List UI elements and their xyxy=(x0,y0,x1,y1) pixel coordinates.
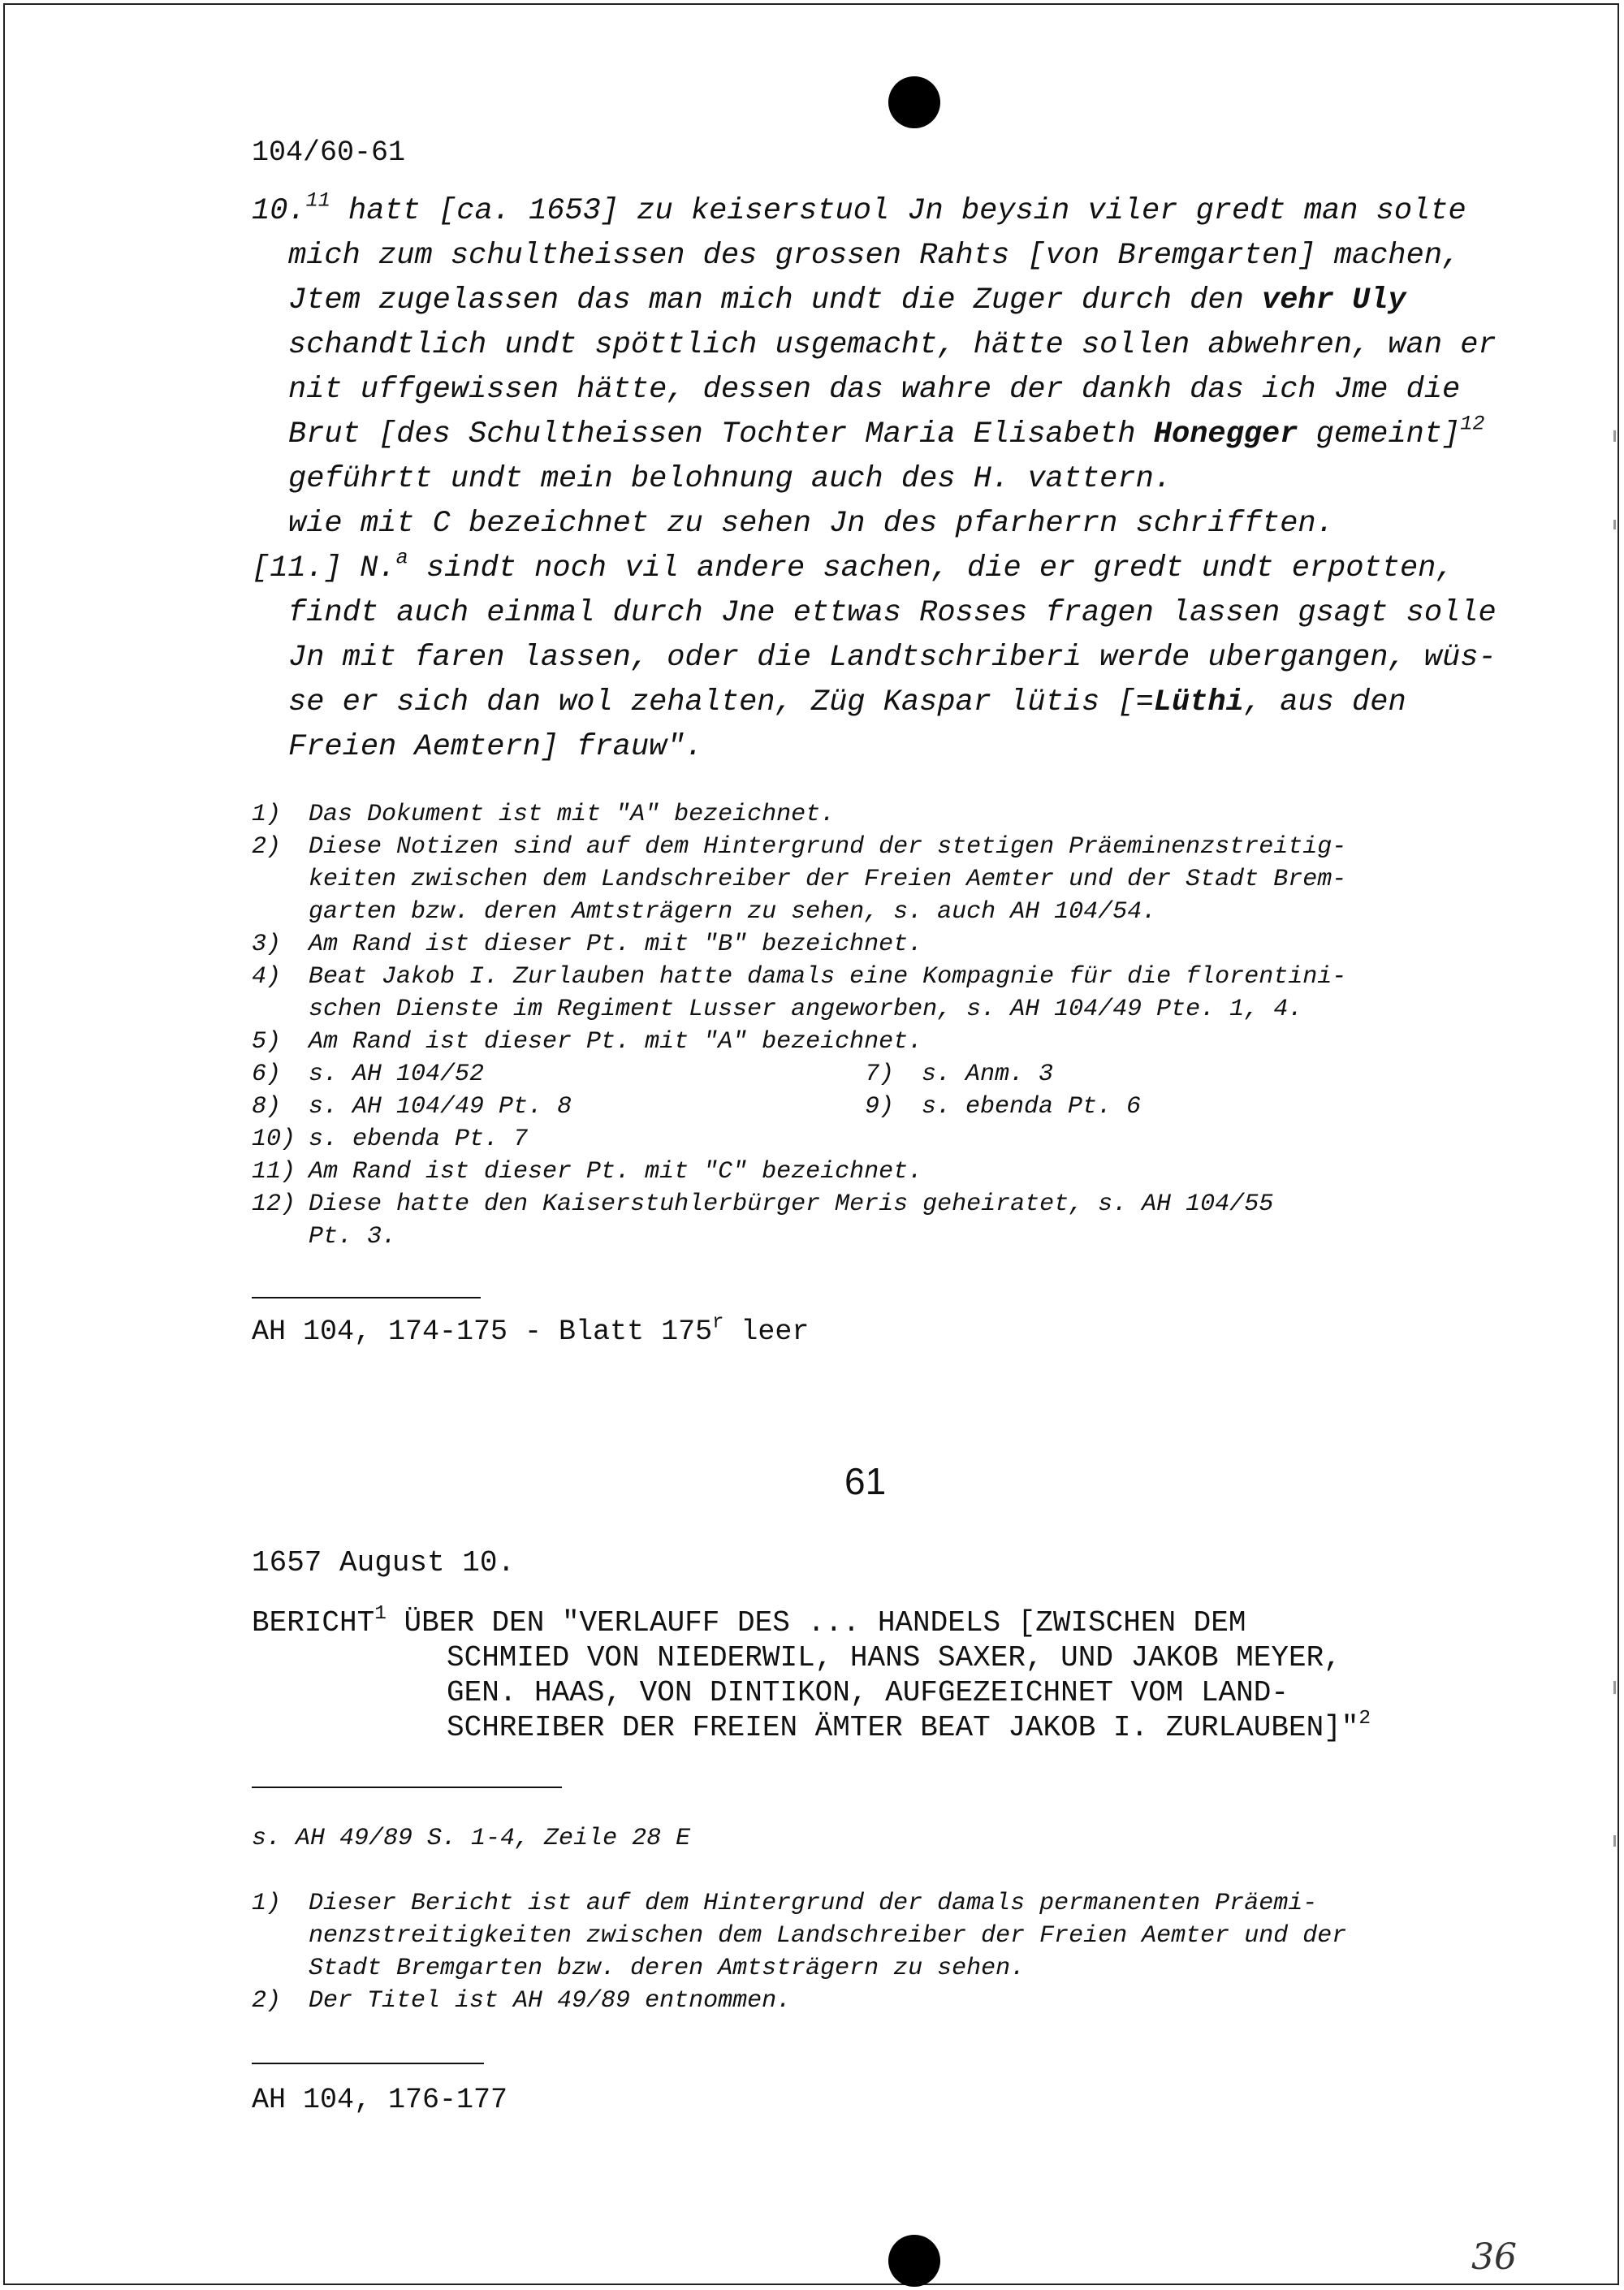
footnote-number: 5) xyxy=(252,1028,282,1056)
footnotes xyxy=(252,798,1567,1253)
footnote xyxy=(252,1952,1567,1985)
footnote xyxy=(252,961,1567,993)
footnote-number: 10) xyxy=(252,1126,296,1153)
footnote-marker: a xyxy=(395,546,408,570)
title-text: ÜBER DEN "VERLAUFF DES ... HANDELS [ZWISCHEN DEM xyxy=(386,1606,1246,1640)
footnote-number: 4) xyxy=(252,963,282,991)
footnote-text: Der Titel ist AH 49/89 entnommen. xyxy=(309,1987,792,2015)
footnote-number: 8) xyxy=(252,1093,282,1121)
footnote-number: 12) xyxy=(252,1190,296,1218)
entry-line xyxy=(252,681,1551,725)
footnote xyxy=(252,1985,1567,2017)
entry-line: mich zum schultheissen des grossen Rahts [von Bremgarten] machen, xyxy=(288,239,1461,273)
archive-reference: s. AH 49/89 S. 1-4, Zeile 28 E xyxy=(252,1825,691,1852)
footnote-text: Stadt Bremgarten bzw. deren Amtsträgern zu sehen. xyxy=(309,1955,1026,1982)
footnote xyxy=(252,1887,1567,1920)
entry-line-text: Jtem zugelassen das man mich undt die Zuger durch den xyxy=(288,283,1262,318)
footnote-text: Am Rand ist dieser Pt. mit "C" bezeichnet. xyxy=(309,1158,923,1186)
footnote xyxy=(252,1188,1567,1221)
footnote xyxy=(252,1920,1567,1952)
title-line: SCHMIED VON NIEDERWIL, HANS SAXER, UND JAKOB MEYER, xyxy=(447,1641,1341,1674)
footnote xyxy=(252,831,1567,863)
entry-line xyxy=(252,279,1551,323)
entry-line-text: se er sich dan wol zehalten, Züg Kaspar lütis [= xyxy=(288,685,1154,719)
edge-mark xyxy=(1613,1835,1616,1847)
footnote-text: Das Dokument ist mit "A" bezeichnet. xyxy=(309,801,836,828)
document-header-reference: 104/60-61 xyxy=(252,136,406,169)
entry-line xyxy=(252,547,1551,591)
footnote-text: keiten zwischen dem Landschreiber der Freien Aemter und der Stadt Brem- xyxy=(309,866,1347,893)
handwritten-page-mark: 36 xyxy=(1471,2236,1517,2278)
footnote-number: 1) xyxy=(252,1890,282,1917)
entry-line-text: gemeint] xyxy=(1298,417,1461,452)
punch-hole-top xyxy=(888,76,940,128)
entry-text xyxy=(252,189,1551,770)
footnote-text: s. ebenda Pt. 7 xyxy=(309,1126,529,1153)
footnote xyxy=(252,928,1567,961)
document-title xyxy=(252,1602,1567,1745)
footnote xyxy=(252,1123,1567,1156)
footnote-marker: 1 xyxy=(374,1602,387,1625)
footnote-number: 9) xyxy=(865,1093,895,1121)
entry-line: wie mit C bezeichnet zu sehen Jn des pfarherrn schrifften. xyxy=(288,507,1334,541)
footnote-text: Diese hatte den Kaiserstuhlerbürger Meris geheiratet, s. AH 104/55 xyxy=(309,1190,1274,1218)
source-reference xyxy=(252,1311,810,1348)
title-line xyxy=(252,1602,1567,1640)
footnote-number: 3) xyxy=(252,931,282,958)
entry-line xyxy=(252,189,1551,234)
separator-rule xyxy=(252,1787,562,1788)
footnote-number: 2) xyxy=(252,833,282,861)
bold-name: Lüthi xyxy=(1153,685,1244,719)
footnote-text: s. Anm. 3 xyxy=(922,1061,1054,1088)
footnote-text: Beat Jakob I. Zurlauben hatte damals eine Kompagnie für die florentini- xyxy=(309,963,1347,991)
footnotes-2 xyxy=(252,1887,1567,2017)
entry-line: schandtlich undt spöttlich usgemacht, hätte sollen abwehren, wan er xyxy=(288,328,1497,362)
footnote xyxy=(252,798,1567,831)
footnote-marker: 2 xyxy=(1358,1707,1371,1730)
title-text: SCHREIBER DER FREIEN ÄMTER BEAT JAKOB I. ZURLAUBEN]" xyxy=(447,1711,1359,1744)
entry-line-text: Brut [des Schultheissen Tochter Maria Elisabeth xyxy=(288,417,1154,452)
separator-rule xyxy=(252,2063,484,2064)
footnote-number: 7) xyxy=(865,1061,895,1088)
edge-mark xyxy=(1613,430,1616,442)
footnote-marker: 11 xyxy=(305,188,330,213)
footnote-text: schen Dienste im Regiment Lusser angeworben, s. AH 104/49 Pte. 1, 4. xyxy=(309,996,1303,1023)
footnote-number: 6) xyxy=(252,1061,282,1088)
footnote xyxy=(252,1221,1567,1253)
entry-line-text: 10. xyxy=(252,194,306,228)
entry-line-text: , aus den xyxy=(1243,685,1406,719)
punch-hole-bottom xyxy=(888,2235,940,2287)
document-number: 61 xyxy=(844,1460,887,1502)
footnote-text: garten bzw. deren Amtsträgern zu sehen, s. auch AH 104/54. xyxy=(309,898,1157,926)
footnote-text: Am Rand ist dieser Pt. mit "A" bezeichnet. xyxy=(309,1028,923,1056)
entry-line: Freien Aemtern] frauw". xyxy=(288,730,703,764)
source-reference-text: AH 104, 174-175 - Blatt 175 xyxy=(252,1316,713,1348)
footnote-pair xyxy=(252,1058,1567,1091)
title-line: GEN. HAAS, VON DINTIKON, AUFGEZEICHNET VOM LAND- xyxy=(447,1676,1289,1709)
footnote-text: Dieser Bericht ist auf dem Hintergrund der damals permanenten Präemi- xyxy=(309,1890,1318,1917)
entry-line: geführtt undt mein belohnung auch des H. vattern. xyxy=(288,462,1172,496)
source-reference-text: leer xyxy=(723,1316,810,1348)
footnote-text: s. ebenda Pt. 6 xyxy=(922,1093,1142,1121)
entry-line-text: [11.] N. xyxy=(252,551,396,585)
footnote-text: Am Rand ist dieser Pt. mit "B" bezeichnet. xyxy=(309,931,923,958)
footnote xyxy=(252,896,1567,928)
entry-line-text: hatt [ca. 1653] zu keiserstuol Jn beysin viler gredt man solte xyxy=(330,194,1466,228)
separator-rule xyxy=(252,1297,481,1298)
entry-line: Jn mit faren lassen, oder die Landtschriberi werde ubergangen, wüs- xyxy=(288,641,1497,675)
edge-mark xyxy=(1613,1681,1616,1694)
title-text: BERICHT xyxy=(252,1606,375,1640)
footnote-text: Diese Notizen sind auf dem Hintergrund der stetigen Präeminenzstreitig- xyxy=(309,833,1347,861)
entry-line-text: sindt noch vil andere sachen, die er gredt undt erpotten, xyxy=(408,551,1454,585)
entry-line: findt auch einmal durch Jne ettwas Rosses fragen lassen gsagt solle xyxy=(288,596,1497,630)
edge-mark xyxy=(1613,520,1616,529)
footnote-text: nenzstreitigkeiten zwischen dem Landschreiber der Freien Aemter und der xyxy=(309,1922,1347,1950)
footnote-text: s. AH 104/49 Pt. 8 xyxy=(309,1093,572,1121)
footnote-number: 11) xyxy=(252,1158,296,1186)
entry-line xyxy=(252,413,1551,457)
source-reference: AH 104, 176-177 xyxy=(252,2084,508,2116)
footnote-text: s. AH 104/52 xyxy=(309,1061,485,1088)
bold-name: Honegger xyxy=(1153,417,1298,452)
entry-line: nit uffgewissen hätte, dessen das wahre der dankh das ich Jme die xyxy=(288,373,1461,407)
footnote-marker: 12 xyxy=(1460,412,1485,436)
footnote xyxy=(252,1156,1567,1188)
document-date: 1657 August 10. xyxy=(252,1546,516,1579)
recto-marker: r xyxy=(712,1311,724,1334)
title-line xyxy=(252,1707,1567,1745)
footnote xyxy=(252,1026,1567,1058)
footnote xyxy=(252,863,1567,896)
footnote-number: 1) xyxy=(252,801,282,828)
footnote xyxy=(252,993,1567,1026)
footnote-pair xyxy=(252,1091,1567,1123)
bold-name: vehr Uly xyxy=(1262,283,1406,318)
footnote-text: Pt. 3. xyxy=(309,1223,397,1251)
footnote-number: 2) xyxy=(252,1987,282,2015)
